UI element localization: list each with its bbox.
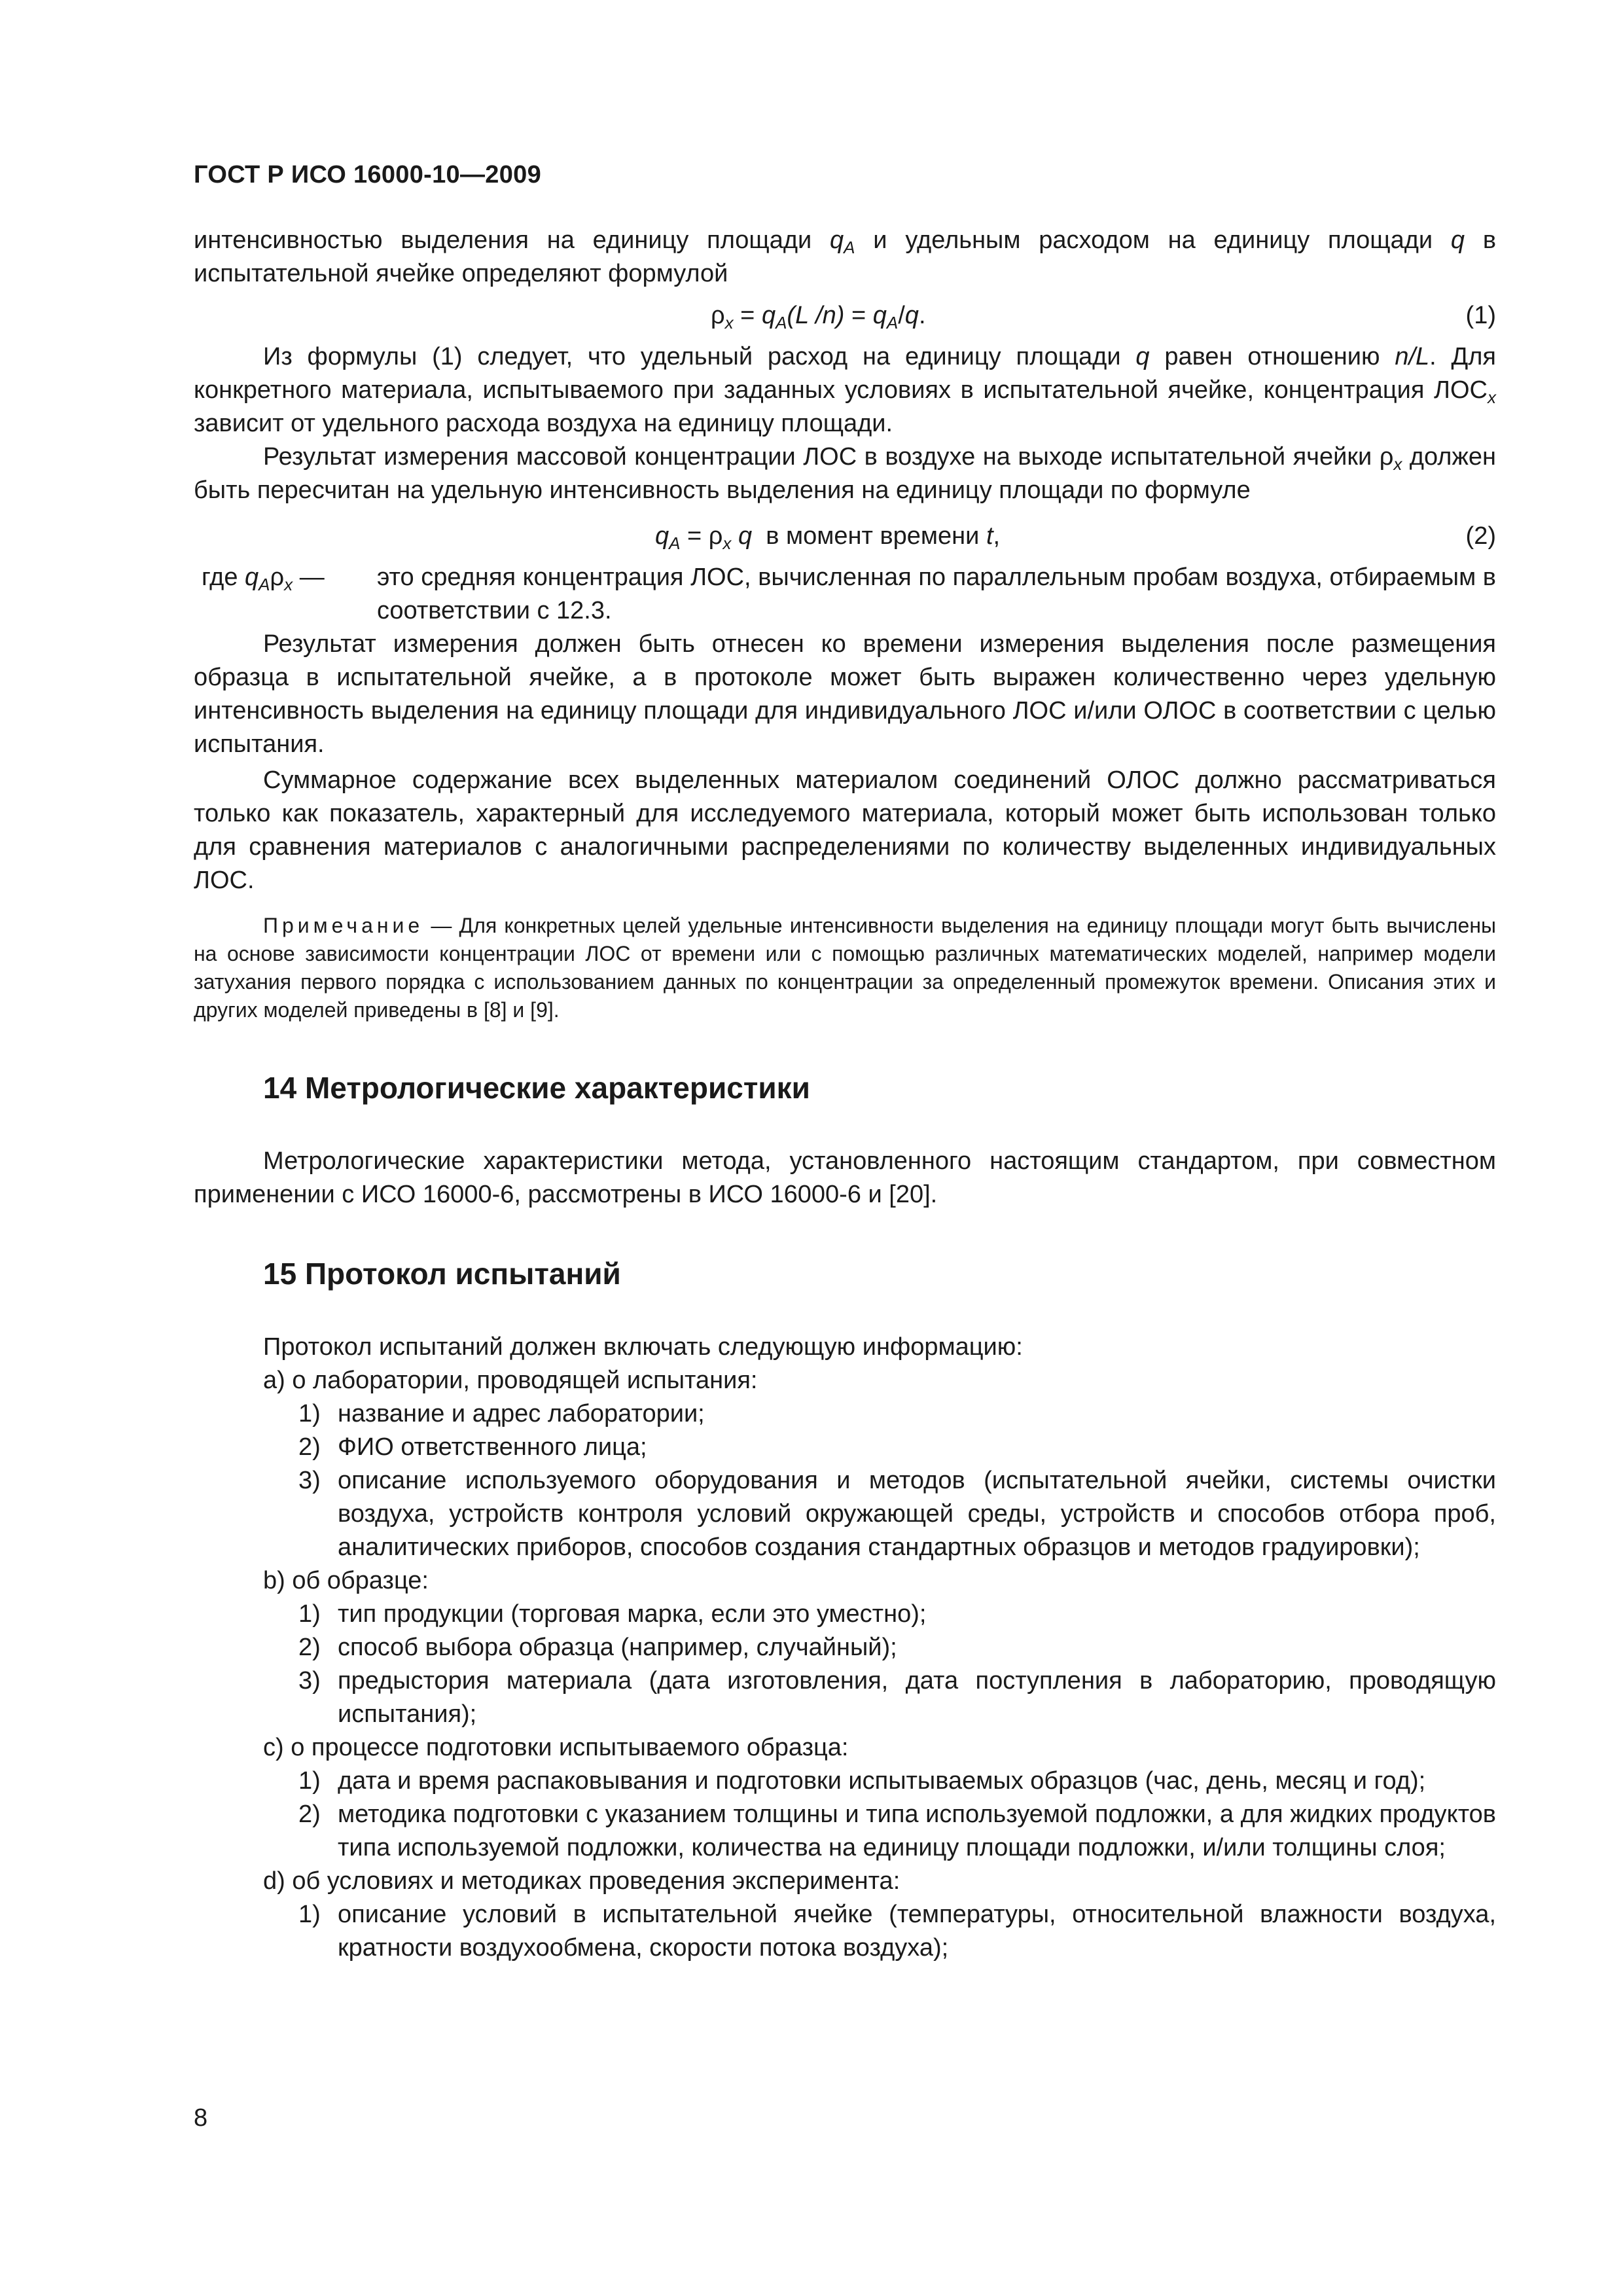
- formula-number: (2): [1465, 522, 1496, 550]
- note: [194, 912, 1496, 1024]
- list-item: 1) описание условий в испытательной ячейке (температуры, относительной влажности воздуха, кратности воздухообмена, скорости потока воздуха);: [298, 1901, 1496, 1962]
- where-clause: [194, 561, 1496, 628]
- list-item: 3) описание используемого оборудования и методов (испытательной ячейки, системы очистки воздуха, устройств контроля условий окружающей среды, устройств и способов отбора проб, аналитических приборов, способов создания стандартных образцов и методов градуировки);: [298, 1467, 1496, 1561]
- list-item: 1) название и адрес лаборатории;: [298, 1400, 705, 1427]
- paragraph: Суммарное содержание всех выделенных материалом соединений ОЛОС должно рассматриваться только как показатель, характерный для исследуемого материала, который может быть использован только для сравнения материалов с аналогичными распределениями по количеству выделенных индивидуальных ЛОС.: [194, 766, 1496, 894]
- list-item-a: a) о лаборатории, проводящей испытания:: [263, 1367, 758, 1394]
- formula-1: $\rho_x = q_A(L$ $/n) = q_A/q$. (1): [194, 296, 1496, 335]
- paragraph: Из формулы (1) следует, что удельный расход на единицу площади q равен отношению n/L. Для конкретного материала, испытываемого при заданных условиях в испытательной ячейке, концентрация $ЛОС_x$ зависит от удельного расхода воздуха на единицу площади.: [194, 343, 1497, 437]
- where-definition: это средняя концентрация ЛОС, вычисленная по параллельным пробам воздуха, отбираемым в соответствии с 12.3.: [377, 564, 1496, 624]
- list-item-b: b) об образце:: [263, 1567, 429, 1594]
- list-item: 1) дата и время распаковывания и подготовки испытываемых образцов (час, день, месяц и год);: [298, 1767, 1426, 1795]
- section-14-text: Метрологические характеристики метода, установленного настоящим стандартом, при совместном применении с ИСО 16000-6, рассмотрены в ИСО 16000-6 и [20].: [194, 1147, 1496, 1208]
- formula-2: $q_A = \rho_x$ q в момент времени t, (2): [194, 516, 1496, 556]
- list-item: 2) способ выбора образца (например, случайный);: [298, 1634, 897, 1661]
- section-15-heading: 15 Протокол испытаний: [263, 1257, 621, 1291]
- list-item: 3) предыстория материала (дата изготовления, дата поступления в лабораторию, проводящую испытания);: [298, 1667, 1496, 1728]
- page-number: 8: [194, 2104, 208, 2132]
- list-item: 1) тип продукции (торговая марка, если это уместно);: [298, 1600, 927, 1628]
- document-header: ГОСТ Р ИСО 16000-10—2009: [194, 161, 542, 188]
- list-item-d: d) об условиях и методиках проведения эксперимента:: [263, 1867, 901, 1895]
- page-content: [194, 224, 1496, 1965]
- list-item-c: c) о процессе подготовки испытываемого образца:: [263, 1734, 849, 1761]
- note-text: — Для конкретных целей удельные интенсивности выделения на единицу площади могут быть вычислены на основе зависимости концентрации ЛОС от времени или с помощью различных математических моделей, например модели затухания первого порядка с использованием данных по концентрации за определенный промежуток времени. Описания этих и других моделей приведены в [8] и [9].: [194, 914, 1496, 1022]
- section-14-heading: 14 Метрологические характеристики: [263, 1071, 810, 1105]
- paragraph-continuation: интенсивностью выделения на единицу площади $q_A$ и удельным расходом на единицу площади q в испытательной ячейке определяют формулой: [194, 226, 1497, 287]
- where-term: где $q_A\rho_x$ —: [202, 564, 325, 594]
- formula-number: (1): [1465, 302, 1496, 329]
- section-15-intro: Протокол испытаний должен включать следующую информацию:: [263, 1333, 1023, 1361]
- list-item: 2) ФИО ответственного лица;: [298, 1433, 647, 1461]
- paragraph: Результат измерения должен быть отнесен ко времени измерения выделения после размещения образца в испытательной ячейке, а в протоколе может быть выражен количественно через удельную интенсивность выделения на единицу площади для индивидуального ЛОС и/или ОЛОС в соответствии с целью испытания.: [194, 630, 1496, 758]
- paragraph: Результат измерения массовой концентрации ЛОС в воздухе на выходе испытательной ячейки $\rho_x$ должен быть пересчитан на удельную интенсивность выделения на единицу площади по формуле: [194, 443, 1496, 504]
- note-label: Примечание: [263, 914, 424, 937]
- list-item: 2) методика подготовки с указанием толщины и типа используемой подложки, а для жидких продуктов типа используемой подложки, количества на единицу площади подложки, и/или толщины слоя;: [298, 1801, 1496, 1861]
